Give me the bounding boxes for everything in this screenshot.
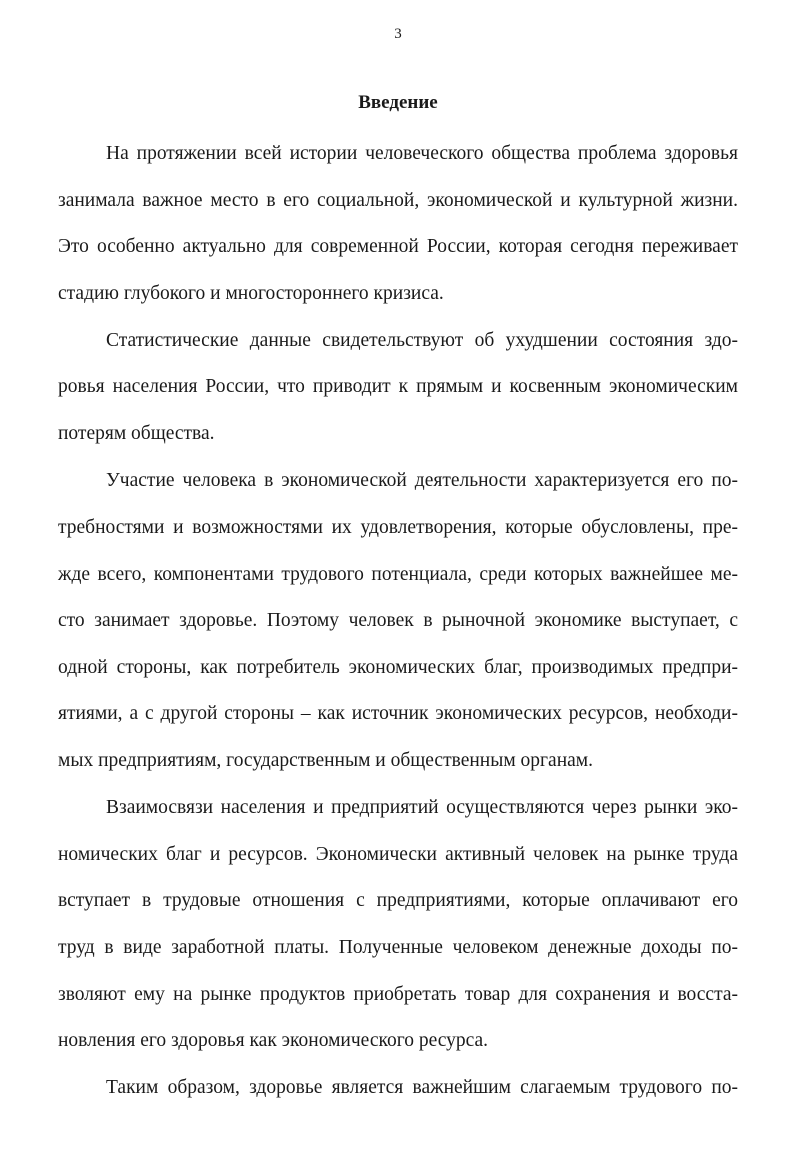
- text-line: мых предприятиям, государственным и общественным органам.: [58, 750, 593, 771]
- text-line: Статистические данные свидетельствуют об ухудшении состояния здо-: [106, 330, 738, 351]
- text-line: жде всего, компонентами трудового потенциала, среди которых важнейшее ме-: [58, 564, 738, 585]
- text-line: стадию глубокого и многостороннего кризиса.: [58, 283, 444, 304]
- text-line: одной стороны, как потребитель экономических благ, производимых предпри-: [58, 657, 738, 678]
- text-line: требностями и возможностями их удовлетворения, которые обусловлены, пре-: [58, 517, 738, 538]
- text-line: вступает в трудовые отношения с предприятиями, которые оплачивают его: [58, 890, 738, 911]
- page-number: 3: [394, 26, 402, 42]
- text-line: номических благ и ресурсов. Экономически активный человек на рынке труда: [58, 844, 738, 865]
- text-line: ятиями, а с другой стороны – как источник экономических ресурсов, необходи-: [58, 703, 738, 724]
- text-line: Таким образом, здоровье является важнейшим слагаемым трудового по-: [106, 1077, 738, 1098]
- text-line: Участие человека в экономической деятельности характеризуется его по-: [106, 470, 738, 491]
- text-line: зволяют ему на рынке продуктов приобретать товар для сохранения и восста-: [58, 984, 738, 1005]
- text-line: ровья населения России, что приводит к прямым и косвенным экономическим: [58, 376, 738, 397]
- text-line: труд в виде заработной платы. Полученные человеком денежные доходы по-: [58, 937, 738, 958]
- text-line: На протяжении всей истории человеческого общества проблема здоровья: [106, 143, 738, 164]
- section-title: Введение: [358, 92, 438, 113]
- text-line: сто занимает здоровье. Поэтому человек в рыночной экономике выступает, с: [58, 610, 738, 631]
- text-line: Взаимосвязи населения и предприятий осуществляются через рынки эко-: [106, 797, 738, 818]
- text-line: новления его здоровья как экономического ресурса.: [58, 1030, 489, 1051]
- text-line: Это особенно актуально для современной России, которая сегодня переживает: [58, 236, 738, 257]
- text-line: занимала важное место в его социальной, экономической и культурной жизни.: [58, 190, 738, 211]
- text-line: потерям общества.: [58, 423, 215, 444]
